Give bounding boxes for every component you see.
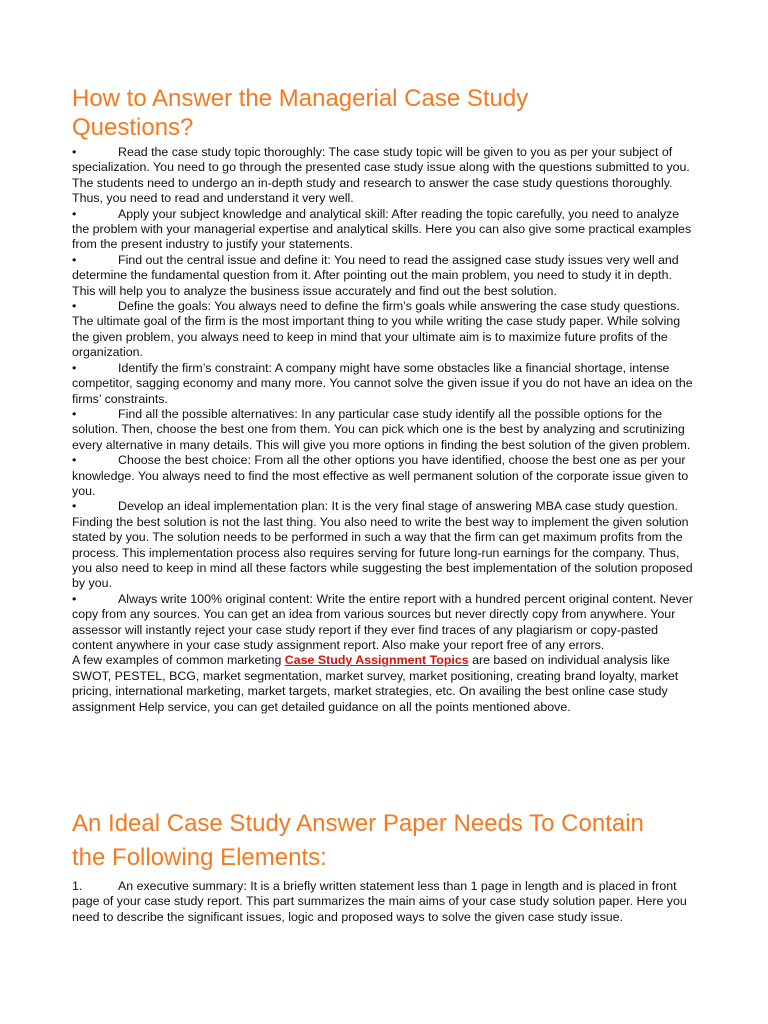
bullet-marker: • [72, 206, 77, 221]
bullet-item [72, 499, 696, 591]
bullet-text: Define the goals: You always need to define the firm’s goals while answering the case study questions. The ultimate goal of the firm is the most important thing to you while writing the case study paper. While solving the given problem, you always need to keep in mind that your ultimate aim is to maximize future profits of the organization. [72, 299, 681, 360]
bullet-text: Choose the best choice: From all the other options you have identified, choose the best one as per your knowledge. You always need to find the most effective as well permanent solution of the corporate issue given to you. [72, 453, 689, 498]
section-body-how-to-answer [72, 145, 696, 715]
bullet-item [72, 207, 696, 253]
numbered-item [72, 879, 696, 925]
bullet-item [72, 407, 696, 453]
bullet-text: Identify the firm’s constraint: A company might have some obstacles like a financial shortage, intense competitor, sagging economy and many more. You cannot solve the given issue if you do not have an idea on the firms’ constraints. [72, 360, 693, 406]
bullet-item [72, 453, 696, 499]
bullet-marker: • [72, 145, 77, 159]
bullet-item [72, 592, 696, 654]
section-body-ideal-paper [72, 879, 696, 925]
section-heading-how-to-answer: How to Answer the Managerial Case Study Questions? [72, 85, 529, 141]
bullet-marker: • [72, 453, 77, 468]
bullet-text: Find all the possible alternatives: In any particular case study identify all the possible options for the solution. Then, choose the best one from them. You can pick which one is the best by analyzing and scrutinizing every alternative in many details. This will give you more options in finding the best solution of the given problem. [72, 406, 691, 452]
case-study-topics-link[interactable]: Case Study Assignment Topics [284, 653, 469, 668]
bullet-marker: • [72, 591, 77, 606]
bullet-text: Develop an ideal implementation plan: It is the very final stage of answering MBA case study question. Finding the best solution is not the last thing. You also need to write the best way to implement the given solution stated by you. The solution needs to be performed in such a way that the firm can get maximum profits from the process. This implementation process also requires serving for future long-run earnings for the company. Thus, you also need to keep in mind all these factors while suggesting the best implementation of the solution proposed by you. [72, 499, 693, 591]
bullet-marker: • [72, 406, 77, 421]
bullet-item [72, 361, 696, 407]
closing-text-before: A few examples of common marketing [72, 653, 285, 668]
bullet-marker: • [72, 299, 77, 314]
bullet-text: Read the case study topic thoroughly: The case study topic will be given to you as per your subject of specialization. You need to go through the presented case study issue along with the questions submitted to you. The students need to undergo an in-depth study and research to answer the case study questions thoroughly. Thus, you need to read and understand it very well. [72, 145, 690, 206]
bullet-text: Apply your subject knowledge and analytical skill: After reading the topic carefully, you need to analyze the problem with your managerial expertise and analytical skills. Here you can also give some practical examples from the present industry to justify your statements. [72, 206, 692, 252]
bullet-text: Find out the central issue and define it: You need to read the assigned case study issues very well and determine the fundamental question from it. After pointing out the main problem, you need to study it in depth. This will help you to analyze the business issue accurately and find out the best solution. [72, 252, 679, 298]
bullet-marker: • [72, 252, 77, 267]
bullet-text: Always write 100% original content: Write the entire report with a hundred percent original content. Never copy from any sources. You can get an idea from various sources but never directly copy from anywhere. Your assessor will instantly reject your case study report if they ever find traces of any plagiarism or copy-pasted content anywhere in your case study assignment report. Also make your report free of any errors. [72, 591, 693, 652]
closing-text-after: are based on individual analysis like SWOT, PESTEL, BCG, market segmentation, market survey, market positioning, creating brand loyalty, market pricing, international marketing, market targets, market strategies, etc. On availing the best online case study assignment Help service, you can get detailed guidance on all the points mentioned above. [72, 653, 679, 714]
item-number: 1. [72, 879, 83, 893]
item-text: An executive summary: It is a briefly written statement less than 1 page in length and is placed in front page of your case study report. This part summarizes the main aims of your case study solution paper. Here you need to describe the significant issues, logic and proposed ways to solve the given case study issue. [72, 879, 687, 924]
bullet-item [72, 145, 696, 207]
bullet-marker: • [72, 499, 77, 514]
section-heading-ideal-paper: An Ideal Case Study Answer Paper Needs To Contain the Following Elements: [72, 810, 644, 871]
bullet-marker: • [72, 360, 77, 375]
closing-paragraph [72, 653, 696, 715]
bullet-item [72, 299, 696, 361]
bullet-item [72, 253, 696, 299]
